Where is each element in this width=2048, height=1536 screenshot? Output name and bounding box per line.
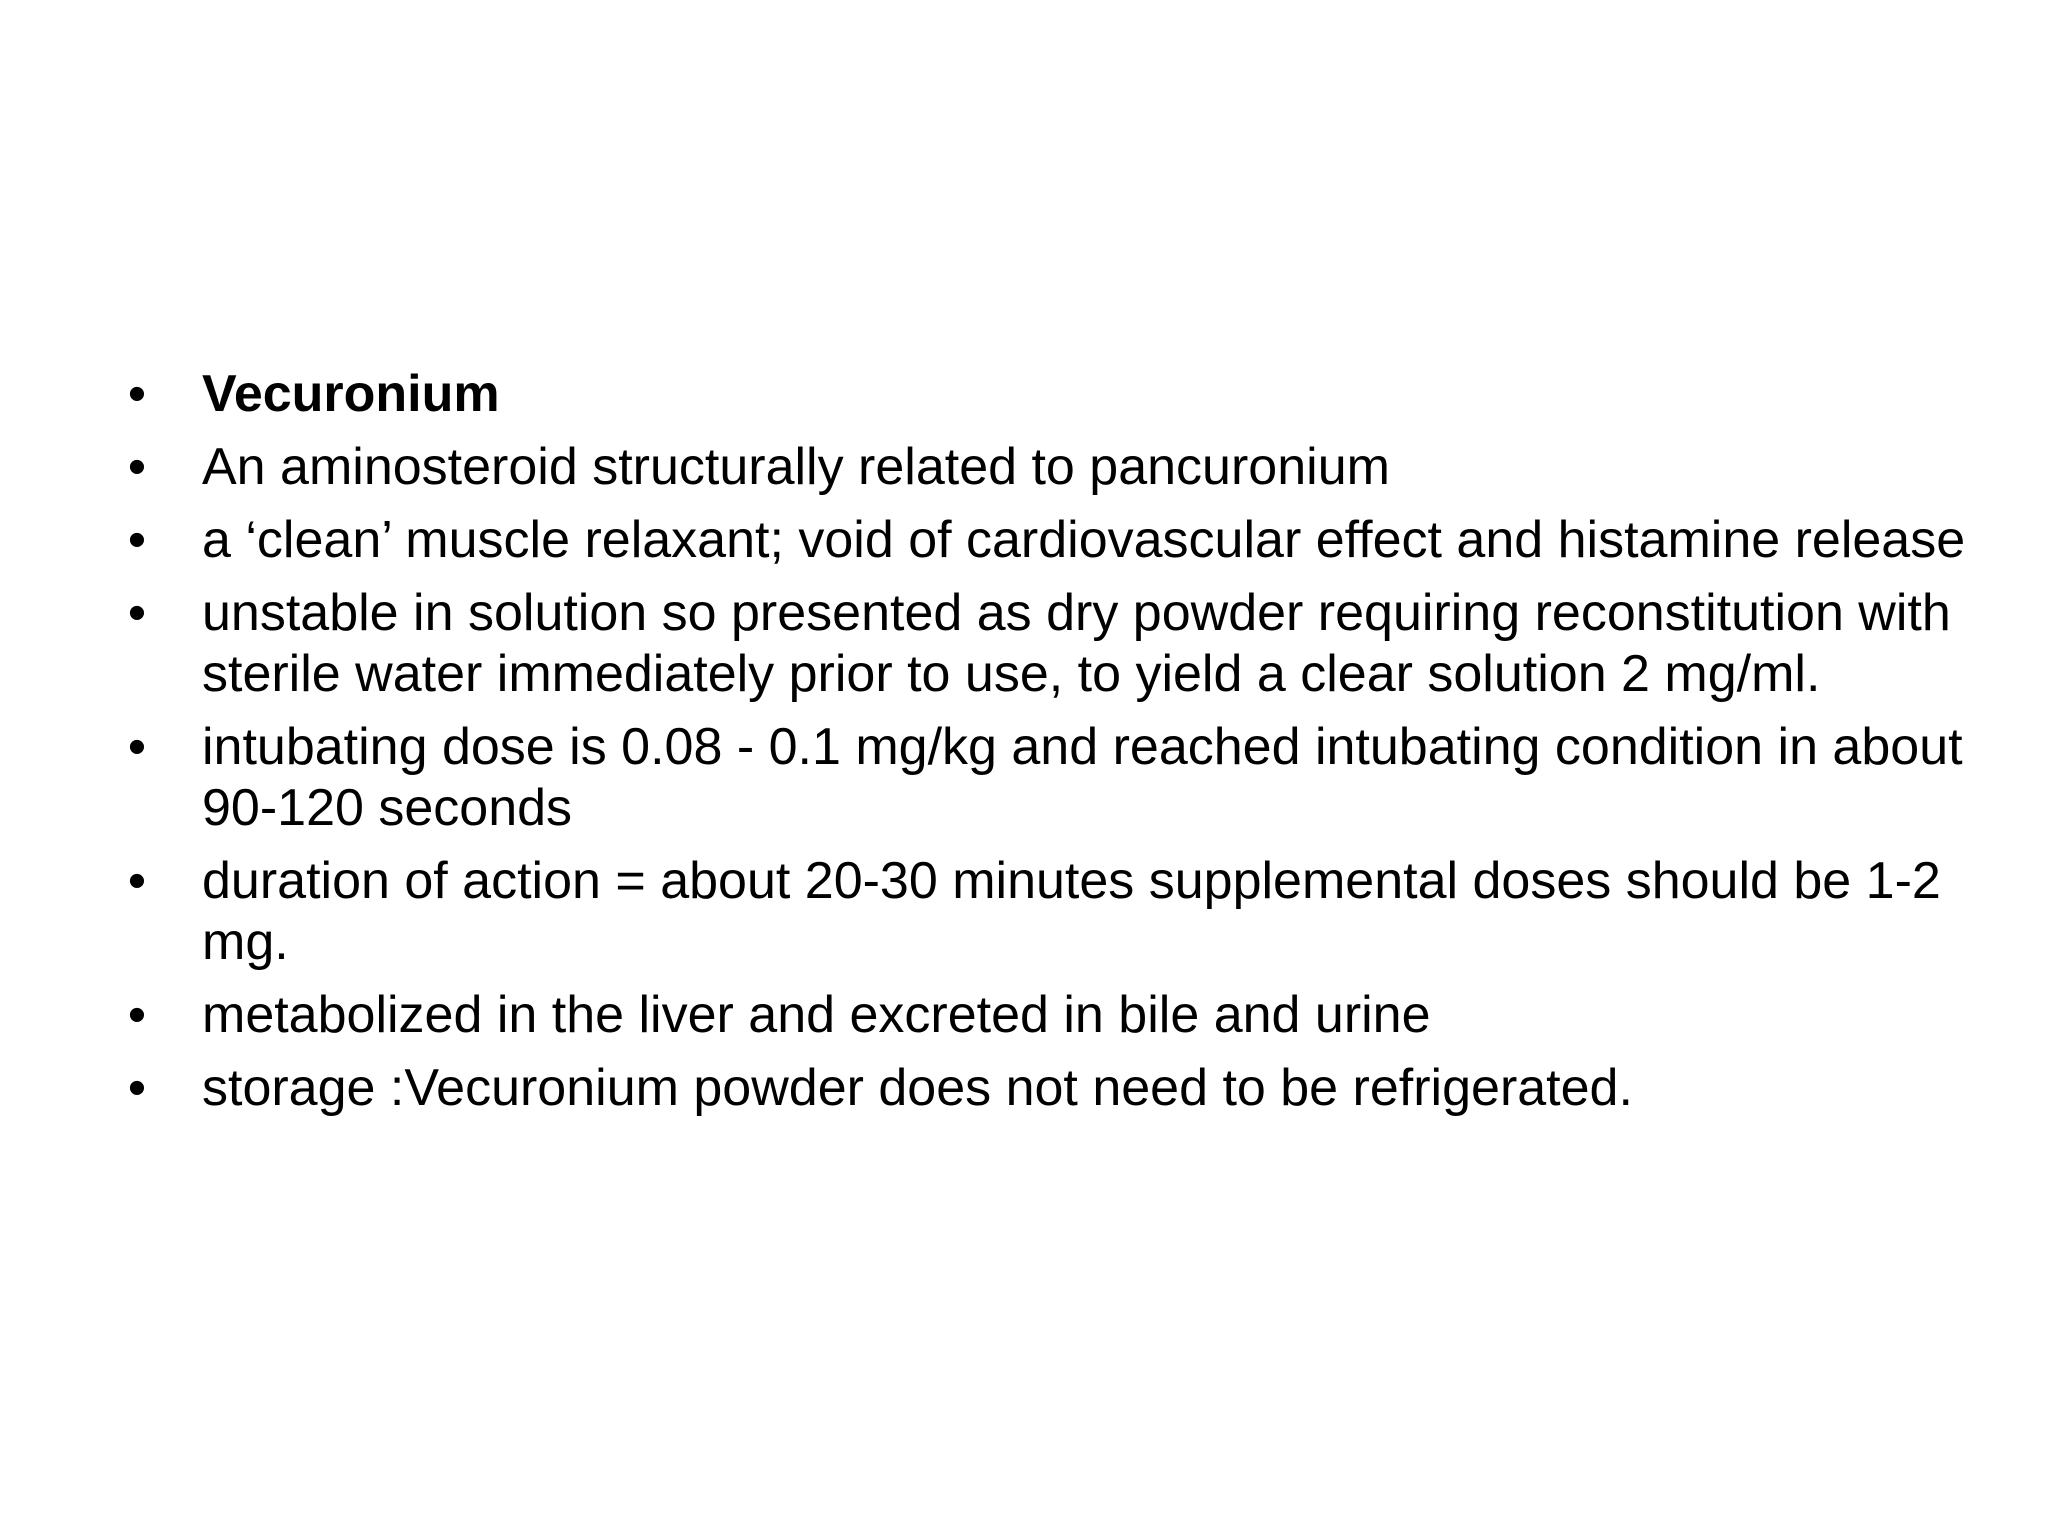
bullet-text: intubating dose is 0.08 - 0.1 mg/kg and reached intubating condition in about 90-120 seconds	[202, 718, 1963, 837]
bullet-text: metabolized in the liver and excreted in bile and urine	[202, 986, 1431, 1044]
bullet-icon: •	[127, 438, 147, 496]
bullet-title-text: Vecuronium	[202, 365, 500, 423]
bullet-icon: •	[127, 852, 147, 910]
bullet-item-clean-relaxant	[122, 510, 1982, 571]
bullet-item-metabolism	[122, 985, 1982, 1046]
bullet-item-structure	[122, 437, 1982, 498]
bullet-text: storage :Vecuronium powder does not need to be refrigerated.	[202, 1059, 1633, 1117]
bullet-list	[122, 364, 1982, 1119]
bullet-item-presentation	[122, 583, 1982, 705]
bullet-item-intubating-dose	[122, 717, 1982, 839]
bullet-item-storage	[122, 1058, 1982, 1119]
slide-content	[122, 364, 1982, 1131]
bullet-text: An aminosteroid structurally related to pancuronium	[202, 438, 1390, 496]
bullet-text: unstable in solution so presented as dry powder requiring reconstitution with sterile water immediately prior to use, to yield a clear solution 2 mg/ml.	[202, 584, 1951, 703]
bullet-icon: •	[127, 986, 147, 1044]
bullet-icon: •	[127, 365, 147, 423]
bullet-icon: •	[127, 1059, 147, 1117]
bullet-text: a ‘clean’ muscle relaxant; void of cardiovascular effect and histamine release	[202, 511, 1966, 569]
bullet-item-duration	[122, 851, 1982, 973]
bullet-text: duration of action = about 20-30 minutes supplemental doses should be 1-2 mg.	[202, 852, 1941, 971]
bullet-icon: •	[127, 584, 147, 642]
bullet-icon: •	[127, 718, 147, 776]
bullet-icon: •	[127, 511, 147, 569]
bullet-item-title	[122, 364, 1982, 425]
